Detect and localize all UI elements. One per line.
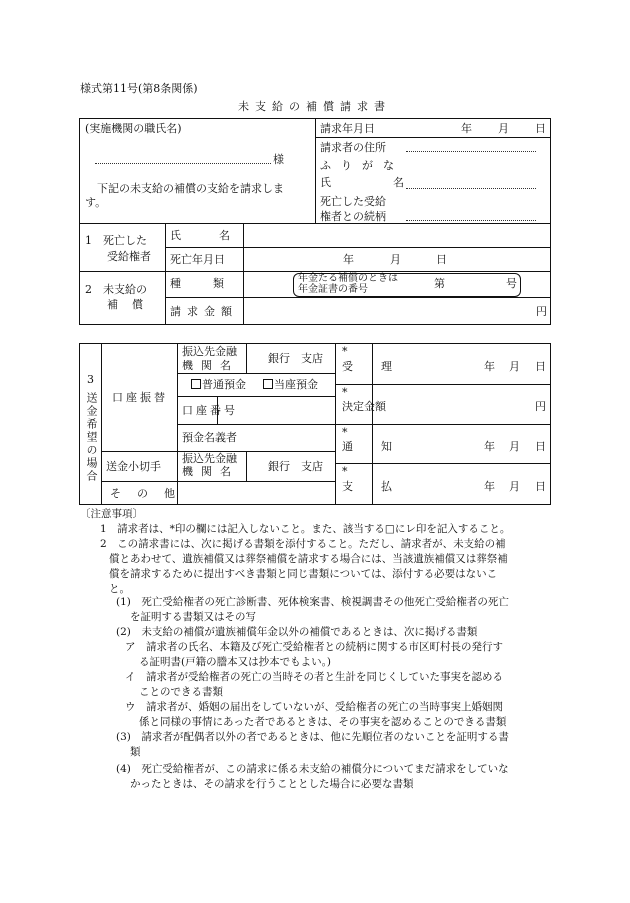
death-day: 日	[436, 253, 447, 266]
furigana-label: ふりがな	[320, 159, 404, 172]
note-p1b: を証明する書類又はその写	[130, 611, 256, 623]
futsu-label: 普通預金	[202, 378, 246, 391]
section3-vertical-label: 送金希望の場合	[85, 392, 98, 483]
pension-dai: 第	[434, 277, 445, 290]
account-transfer-label: 口座振替	[112, 391, 168, 404]
bank-label-1: 振込先金融	[182, 345, 237, 358]
remittance-check-label: 送金小切手	[106, 460, 161, 473]
pension-note-2: 年金証書の番号	[298, 284, 368, 295]
pension-go: 号	[506, 277, 517, 290]
receipt-month: 月	[509, 360, 520, 373]
note-p3a: (3) 請求者が配偶者以外の者であるときは、他に先順位者のないことを証明する書	[116, 731, 509, 743]
request-year: 年	[461, 122, 472, 135]
note-2a: 2 この請求書には、次に掲げる書類を添付すること。ただし、請求者が、未支給の補	[100, 538, 506, 550]
death-date-label: 死亡年月日	[170, 253, 225, 266]
address-line[interactable]	[406, 151, 536, 152]
amount-yen: 円	[536, 305, 547, 318]
relation-label-1: 死亡した受給	[320, 195, 386, 208]
futsu-checkbox[interactable]	[191, 379, 246, 390]
note-2d: と。	[109, 583, 130, 595]
section3-number: 3	[87, 373, 94, 386]
receipt-star: *	[342, 345, 348, 358]
note-p1a: (1) 死亡受給権者の死亡診断書、死体検案書、検視調書その他死亡受給権者の死亡	[116, 596, 509, 608]
notice-month: 月	[509, 440, 520, 453]
note-p4b: かったときは、その請求を行うこととした場合に必要な書類	[130, 778, 414, 790]
section2-label-2: 補償	[107, 298, 157, 311]
address-label: 請求者の住所	[320, 141, 386, 154]
decision-label: 決定金額	[342, 400, 386, 413]
payment-label: 支払	[342, 480, 420, 493]
request-month: 月	[498, 122, 509, 135]
note-u1: ウ 請求者が、婚姻の届出をしていないが、受給権者の死亡の当時事実上婚姻関	[125, 701, 503, 713]
form-number: 様式第11号(第8条関係)	[80, 82, 198, 95]
note-p2: (2) 未支給の補償が遺族補償年金以外の補償であるときは、次に掲げる書類	[116, 626, 478, 638]
notice-year: 年	[484, 440, 495, 453]
relation-line[interactable]	[406, 220, 536, 221]
org-label: (実施機関の職氏名)	[85, 122, 182, 135]
section1-label-2: 受給権者	[107, 250, 151, 263]
deceased-name-label: 氏名	[170, 229, 268, 242]
account-number-label: 口座番号	[182, 404, 238, 417]
bank-branch-label: 銀行 支店	[268, 352, 323, 365]
note-i1: イ 請求者が受給権者の死亡の当時その者と生計を同じくしていた事実を認める	[125, 671, 503, 683]
name-line[interactable]	[406, 188, 536, 189]
section1-label-1: 1 死亡した	[85, 234, 147, 247]
form-title: 未支給の補償請求書	[238, 100, 391, 113]
payment-day: 日	[535, 480, 546, 493]
decision-yen: 円	[535, 400, 546, 413]
request-text-line1: 下記の未支給の補償の支給を請求しま	[97, 182, 284, 195]
death-year: 年	[343, 253, 354, 266]
toza-label: 当座預金	[274, 378, 318, 391]
remit-bank-label-2: 機関名	[182, 465, 239, 478]
note-a1: ア 請求者の氏名、本籍及び死亡受給権者との続柄に関する市区町村長の発行す	[125, 641, 503, 653]
notice-star: *	[342, 426, 348, 439]
other-label: その他	[110, 487, 191, 500]
receipt-day: 日	[535, 360, 546, 373]
sama-label: 様	[273, 153, 284, 166]
org-name-line[interactable]	[95, 163, 271, 164]
relation-label-2: 権者との続柄	[320, 210, 386, 223]
death-month: 月	[390, 253, 401, 266]
note-1: 1 請求者は、*印の欄には記入しないこと。また、該当する□にレ印を記入すること。	[100, 523, 511, 535]
decision-star: *	[342, 386, 348, 399]
note-a2: る証明書(戸籍の謄本又は抄本でもよい。)	[139, 656, 331, 668]
amount-label: 請求金額	[170, 305, 238, 318]
request-text-line2: す。	[85, 196, 107, 209]
toza-checkbox[interactable]	[263, 379, 318, 390]
note-i2: ことのできる書類	[139, 686, 223, 698]
toza-checkbox-box[interactable]	[263, 379, 273, 389]
receipt-label: 受理	[342, 360, 420, 373]
remit-branch-label: 銀行 支店	[268, 460, 323, 473]
notes-heading: 〔注意事項〕	[80, 508, 143, 520]
notice-day: 日	[535, 440, 546, 453]
payment-star: *	[342, 465, 348, 478]
note-p4a: (4) 死亡受給権者が、この請求に係る未支給の補償分についてまだ請求をしていな	[116, 763, 509, 775]
note-u2: 係と同様の事情にあった者であるときは、その事実を認めることのできる書類	[139, 716, 507, 728]
receipt-year: 年	[484, 360, 495, 373]
kind-label: 種類	[170, 277, 256, 290]
note-2b: 償とあわせて、遺族補償又は葬祭補償を請求する場合には、当該遺族補償又は葬祭補	[109, 553, 508, 565]
bank-label-2: 機関名	[182, 359, 239, 372]
section2-label-1: 2 未支給の	[85, 283, 147, 296]
payment-month: 月	[509, 480, 520, 493]
request-day: 日	[535, 122, 546, 135]
remit-bank-label-1: 振込先金融	[182, 452, 237, 465]
name-label: 氏名	[320, 176, 466, 189]
note-2c: 償を請求するために提出すべき書類と同じ書類については、添付する必要はないこ	[109, 568, 498, 580]
request-date-label: 請求年月日	[320, 122, 375, 135]
account-holder-label: 預金名義者	[182, 431, 237, 444]
futsu-checkbox-box[interactable]	[191, 379, 201, 389]
notice-label: 通知	[342, 440, 420, 453]
pension-note-1: 年金たる補償のときは	[298, 273, 398, 284]
payment-year: 年	[484, 480, 495, 493]
note-p3b: 類	[130, 746, 141, 758]
